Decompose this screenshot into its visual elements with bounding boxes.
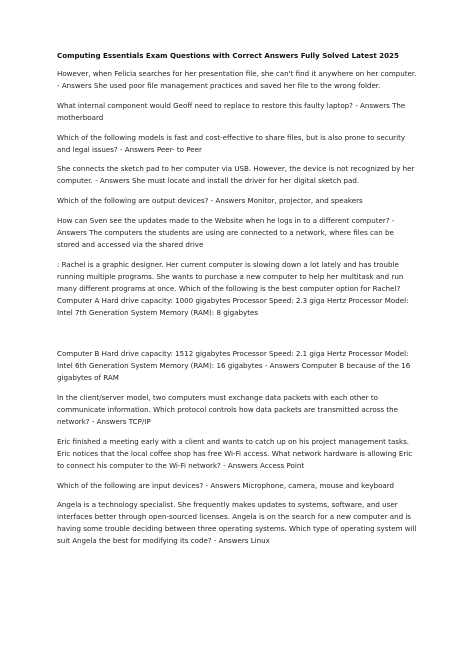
paragraph-client-server: In the client/server model, two computers must exchange data packets with each other to communicate information. Which protocol controls how data packets are transmitted across the network? - Answers TCP/IP (57, 393, 398, 426)
paragraph-angela: Angela is a technology specialist. She frequently makes updates to systems, software, and user interfaces better through open-sourced licenses. Angela is on the search for a new computer and is having some trouble deciding between three operating systems. Which type of operating system will suit Angela the best for modifying its code? - Answers Linux (57, 500, 417, 546)
paragraph-input-devices: Which of the following are input devices? - Answers Microphone, camera, mouse and keyboard (57, 480, 395, 490)
paragraph-geoff: What internal component would Geoff need to replace to restore this faulty laptop? - Answers The motherboard (57, 100, 406, 122)
paragraph-sven: How can Sven see the updates made to the Website when he logs in to a different computer? - Answers The computers the students are using are connected to a network, where files can be stored and accessed via the shared drive (57, 216, 395, 249)
paragraph-sketch-pad: She connects the sketch pad to her computer via USB. However, the device is not recognized by her computer. - Answers She must locate and install the driver for her digital sketch pad. (57, 164, 415, 186)
paragraph-file-sharing-model: Which of the following models is fast and cost-effective to share files, but is also prone to security and legal issues? - Answers Peer- to Peer (57, 132, 406, 154)
paragraph-felicia: However, when Felicia searches for her presentation file, she can't find it anywhere on her computer. - Answers She used poor file management practices and saved her file to the wrong folder. (57, 69, 417, 90)
paragraph-output-devices: Which of the following are output devices? - Answers Monitor, projector, and speakers (57, 196, 363, 206)
document-title: Computing Essentials Exam Questions with Correct Answers Fully Solved Latest 2025 (57, 51, 399, 60)
paragraph-eric: Eric finished a meeting early with a client and wants to catch up on his project management tasks. Eric notices that the local coffee shop has free Wi-Fi access. What network hardware is allowing Eric to connect his computer to the Wi-Fi network? - Answers Access Point (57, 436, 413, 470)
paragraph-computer-b: Computer B Hard drive capacity: 1512 gigabytes Processor Speed: 2.1 giga Hertz Processor Model: Intel 6th Generation System Memory (RAM): 16 gigabytes - Answers Computer B because of the 16 gigabytes of RAM (57, 349, 411, 383)
paragraph-rachel: : Rachel is a graphic designer. Her current computer is slowing down a lot lately and has trouble running multiple programs. She wants to purchase a new computer to help her multitask and run many different programs at once. Which of the following is the best computer option for Rachel? Computer A Hard drive capacity: 1000 gigabytes Processor Speed: 2.3 giga Hertz Processor Model: Intel 7th Generation System Memory (RAM): 8 gigabytes (57, 259, 409, 317)
